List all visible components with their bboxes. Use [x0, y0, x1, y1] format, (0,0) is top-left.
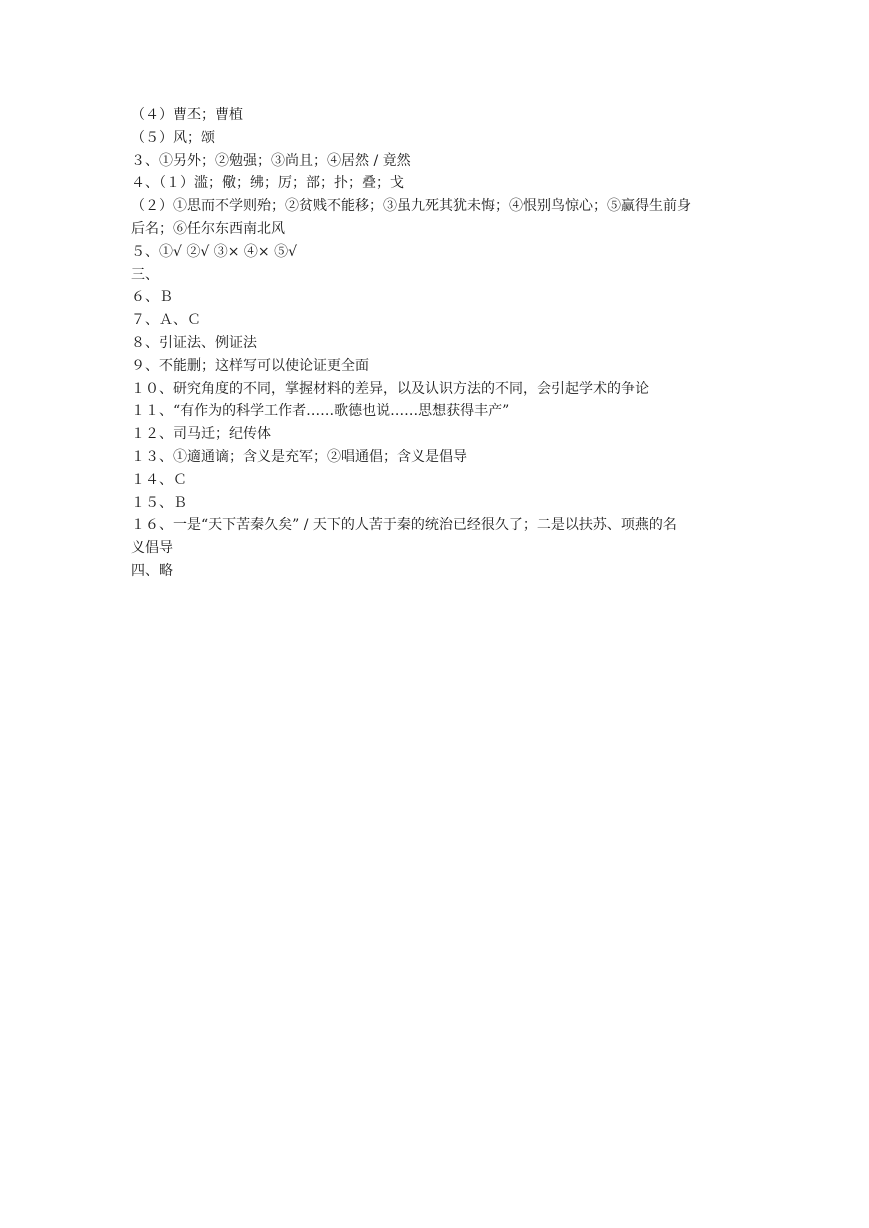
text-line: ４、（１）滥；儆；绋；厉；部；扑；叠；戈	[131, 175, 404, 192]
text-line: 义倡导	[131, 540, 173, 557]
text-line: １６、一是“天下苦秦久矣” / 天下的人苦于秦的统治已经很久了；二是以扶苏、项燕的名	[131, 517, 677, 534]
text-line: １０、研究角度的不同，掌握材料的差异，以及认识方法的不同，会引起学术的争论	[131, 380, 649, 397]
text-line: １２、司马迁；纪传体	[131, 426, 271, 443]
text-line: ９、不能删；这样写可以使论证更全面	[131, 357, 369, 374]
text-line: １３、①適通谪；含义是充军；②唱通倡；含义是倡导	[131, 448, 467, 465]
section-heading: 四、略	[131, 562, 173, 579]
text-line: ７、Ａ、Ｃ	[131, 312, 201, 329]
text-line: １１、“有作为的科学工作者……歌德也说……思想获得丰产”	[131, 403, 510, 420]
text-line: ８、引证法、例证法	[131, 334, 257, 351]
text-line: ５、①√ ②√ ③× ④× ⑤√	[131, 243, 298, 260]
text-line: １４、Ｃ	[131, 471, 187, 488]
section-heading: 三、	[131, 266, 159, 283]
text-line: ３、①另外；②勉强；③尚且；④居然 / 竟然	[131, 152, 411, 169]
text-line: （４）曹丕；曹植	[131, 107, 243, 123]
text-line: ６、Ｂ	[131, 289, 173, 306]
text-line: １５、Ｂ	[131, 494, 187, 511]
answer-text-block	[131, 104, 741, 583]
text-line: （２）①思而不学则殆；②贫贱不能移；③虽九死其犹未悔；④恨别鸟惊心；⑤赢得生前身	[131, 198, 691, 215]
text-line: （５）风；颂	[131, 129, 215, 146]
text-line: 后名；⑥任尔东西南北风	[131, 220, 285, 237]
